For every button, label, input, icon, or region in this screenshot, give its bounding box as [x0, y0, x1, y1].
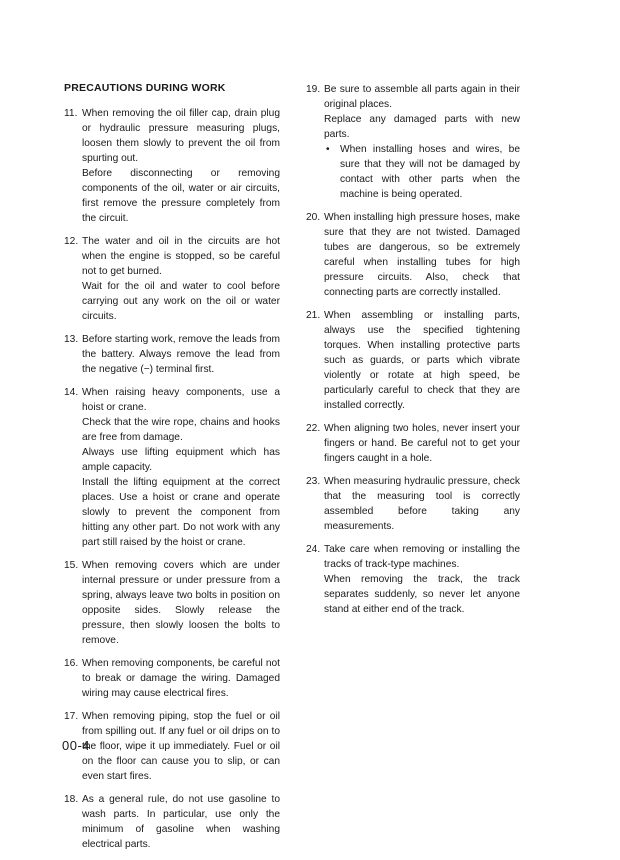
- item-number: 13.: [64, 334, 79, 345]
- item-paragraph: Be sure to assemble all parts again in their original places.: [324, 84, 520, 110]
- item-body: [324, 82, 520, 202]
- precaution-item: [64, 234, 280, 324]
- precaution-item: [64, 106, 280, 226]
- item-paragraph: Before disconnecting or removing components of the oil, water or air circuits, first remove the pressure completely from the circuit.: [82, 168, 280, 224]
- item-body: [82, 558, 280, 648]
- item-paragraph: When removing the oil filler cap, drain plug or hydraulic pressure measuring plugs, loosen them slowly to prevent the oil from spurting out.: [82, 108, 280, 164]
- item-paragraph: When aligning two holes, never insert your fingers or hand. Be careful not to get your fingers caught in a hole.: [324, 423, 520, 464]
- item-number: 22.: [306, 423, 321, 434]
- bullet-icon: •: [326, 144, 330, 155]
- item-number: 17.: [64, 711, 79, 722]
- item-body: [324, 474, 520, 534]
- item-number: 20.: [306, 212, 321, 223]
- item-paragraph: Always use lifting equipment which has ample capacity.: [82, 447, 280, 473]
- item-body: [324, 210, 520, 300]
- right-column: [306, 82, 520, 625]
- item-paragraph: When installing high pressure hoses, make sure that they are not twisted. Damaged tubes are dangerous, so be extremely careful when installing tubes for high pressure circuits. Also, check that connecting parts are correctly installed.: [324, 212, 520, 298]
- right-item-list: [306, 82, 520, 617]
- precaution-item: [306, 474, 520, 534]
- item-body: [82, 792, 280, 852]
- item-number: 12.: [64, 236, 79, 247]
- item-body: [324, 308, 520, 413]
- bullet-point: [324, 142, 520, 202]
- item-paragraph: Check that the wire rope, chains and hooks are free from damage.: [82, 417, 280, 443]
- left-item-list: [64, 106, 280, 852]
- item-paragraph: When assembling or installing parts, always use the specified tightening torques. When installing protective parts such as guards, or parts which vibrate violently or rotate at high speed, be particularly careful to check that they are installed correctly.: [324, 310, 520, 411]
- item-paragraph: When removing components, be careful not to break or damage the wiring. Damaged wiring may cause electrical fires.: [82, 658, 280, 699]
- item-paragraph: When measuring hydraulic pressure, check that the measuring tool is correctly assembled before taking any measurements.: [324, 476, 520, 532]
- item-paragraph: The water and oil in the circuits are hot when the engine is stopped, so be careful not to get burned.: [82, 236, 280, 277]
- left-column: [64, 82, 280, 860]
- precaution-item: [64, 332, 280, 377]
- section-heading: PRECAUTIONS DURING WORK: [64, 82, 226, 94]
- precaution-item: [306, 421, 520, 466]
- precaution-item: [64, 656, 280, 701]
- item-number: 14.: [64, 387, 79, 398]
- item-number: 11.: [64, 108, 78, 119]
- item-body: [82, 332, 280, 377]
- item-number: 18.: [64, 794, 79, 805]
- item-paragraph: When removing the track, the track separates suddenly, so never let anyone stand at either end of the track.: [324, 574, 520, 615]
- item-paragraph: Before starting work, remove the leads from the battery. Always remove the lead from the negative (−) terminal first.: [82, 334, 280, 375]
- precaution-item: [64, 709, 280, 784]
- item-paragraph: Take care when removing or installing the tracks of track-type machines.: [324, 544, 520, 570]
- page-number: 00-4: [62, 738, 91, 753]
- item-paragraph: As a general rule, do not use gasoline to wash parts. In particular, use only the minimum of gasoline when washing electrical parts.: [82, 794, 280, 850]
- item-paragraph: When removing covers which are under internal pressure or under pressure from a spring, always leave two bolts in position on opposite sides. Slowly release the pressure, then slowly loosen the bolts to remove.: [82, 560, 280, 646]
- item-paragraph: Wait for the oil and water to cool before carrying out any work on the oil or water circuits.: [82, 281, 280, 322]
- item-body: [82, 709, 280, 784]
- item-paragraph: Install the lifting equipment at the correct places. Use a hoist or crane and operate slowly to prevent the component from hitting any other part. Do not work with any part still raised by the hoist or crane.: [82, 477, 280, 548]
- item-body: [324, 542, 520, 617]
- item-number: 15.: [64, 560, 79, 571]
- item-number: 24.: [306, 544, 321, 555]
- item-body: [82, 656, 280, 701]
- item-body: [82, 234, 280, 324]
- precaution-item: [306, 308, 520, 413]
- precaution-item: [306, 82, 520, 202]
- item-number: 23.: [306, 476, 321, 487]
- item-paragraph: When removing piping, stop the fuel or oil from spilling out. If any fuel or oil drips on to the floor, wipe it up immediately. Fuel or oil on the floor can cause you to slip, or can even start fires.: [82, 711, 280, 782]
- item-paragraph: When raising heavy components, use a hoist or crane.: [82, 387, 280, 413]
- item-number: 19.: [306, 84, 321, 95]
- item-body: [82, 385, 280, 550]
- precaution-item: [306, 210, 520, 300]
- item-number: 16.: [64, 658, 79, 669]
- item-number: 21.: [306, 310, 321, 321]
- item-body: [82, 106, 280, 226]
- item-body: [324, 421, 520, 466]
- precaution-item: [306, 542, 520, 617]
- item-paragraph: Replace any damaged parts with new parts.: [324, 114, 520, 140]
- precaution-item: [64, 385, 280, 550]
- precaution-item: [64, 558, 280, 648]
- precaution-item: [64, 792, 280, 852]
- bullet-text: When installing hoses and wires, be sure that they will not be damaged by contact with other parts when the machine is being operated.: [340, 144, 520, 200]
